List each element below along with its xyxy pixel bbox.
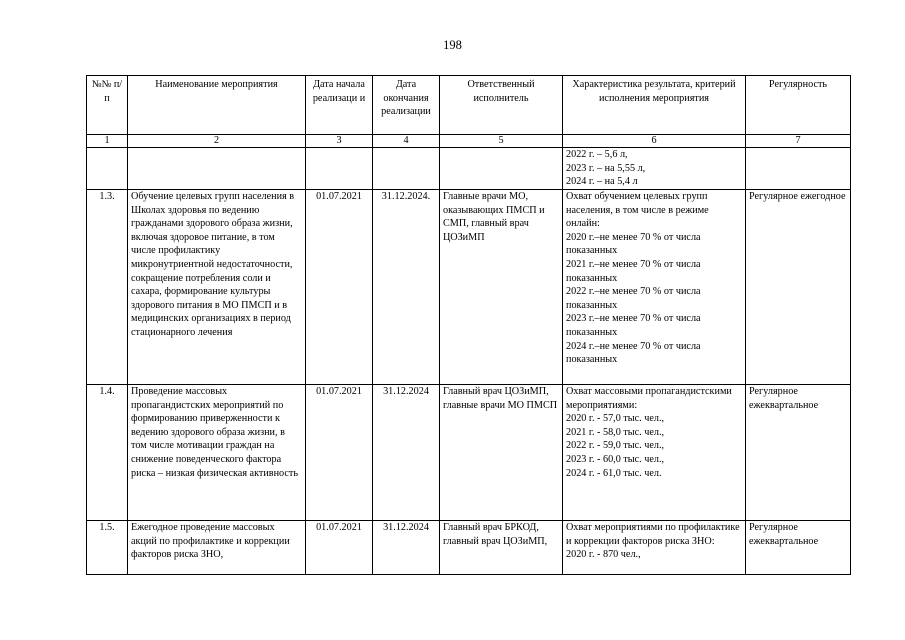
table-row: [87, 385, 851, 521]
header-responsible: Ответственный исполнитель: [440, 76, 563, 135]
result-line: 2022 г. – 5,6 л,: [566, 149, 628, 160]
table-header-row: [87, 76, 851, 135]
end-date: [373, 148, 440, 190]
page-number: 198: [443, 38, 462, 52]
result-line: 2024 г. – на 5,4 л: [566, 176, 638, 188]
result-line: 2024 г.–не менее 70 % от числа показанных: [566, 340, 701, 366]
result-line: 2022 г. - 59,0 тыс. чел.,: [566, 440, 665, 452]
result-criteria: [563, 385, 746, 521]
responsible: Главный врач ЦОЗиМП, главные врачи МО ПМСП: [440, 385, 563, 521]
result-line: 2021 г. - 58,0 тыс. чел.,: [566, 426, 665, 438]
column-number: 6: [563, 135, 746, 148]
column-number-row: [87, 135, 851, 148]
result-criteria: [563, 148, 746, 190]
row-number: [87, 148, 128, 190]
start-date: 01.07.2021: [306, 190, 373, 385]
header-number: №№ п/п: [87, 76, 128, 135]
start-date: 01.07.2021: [306, 385, 373, 521]
column-number: 2: [128, 135, 306, 148]
end-date: 31.12.2024.: [373, 190, 440, 385]
result-line: 2020 г. - 870 чел.,: [566, 549, 641, 561]
start-date: [306, 148, 373, 190]
result-criteria: [563, 521, 746, 575]
header-result: Характеристика результата, критерий исполнения мероприятия: [563, 76, 746, 135]
table-row: [87, 190, 851, 385]
header-regularity: Регулярность: [746, 76, 851, 135]
result-line: 2021 г.–не менее 70 % от числа показанных: [566, 258, 701, 284]
regularity: Регулярное ежеквартальное: [746, 385, 851, 521]
result-line: Охват массовыми пропагандистскими мероприятиями:: [566, 386, 732, 411]
result-line: 2020 г. - 57,0 тыс. чел.,: [566, 413, 665, 425]
column-number: 4: [373, 135, 440, 148]
column-number: 1: [87, 135, 128, 148]
result-criteria: [563, 190, 746, 385]
column-number: 3: [306, 135, 373, 148]
activity-name: Ежегодное проведение массовых акций по профилактике и коррекции факторов риска ЗНО,: [128, 521, 306, 575]
result-line: 2020 г.–не менее 70 % от числа показанных: [566, 231, 701, 257]
result-line: Охват обучением целевых групп населения, в том числе в режиме онлайн:: [566, 191, 709, 230]
row-number: 1.5.: [87, 521, 128, 575]
row-number: 1.3.: [87, 190, 128, 385]
result-line: 2023 г. - 60,0 тыс. чел.,: [566, 453, 665, 465]
end-date: 31.12.2024: [373, 521, 440, 575]
activity-name: Обучение целевых групп населения в Школах здоровья по ведению гражданами здорового образа жизни, включая здоровое питание, в том числе профилактику микронутриентной недостаточности, сокращение потребления соли и сахара, формирование культуры здорового питания в МО ПМСП и в медицинских организациях в период стационарного лечения: [128, 190, 306, 385]
regularity: Регулярное ежеквартальное: [746, 521, 851, 575]
activity-name: Проведение массовых пропагандистских мероприятий по формированию приверженности к ведению здорового образа жизни, в том числе мотивации граждан на снижение поведенческого фактора риска – низкая физическая активность: [128, 385, 306, 521]
responsible: Главные врачи МО, оказывающих ПМСП и СМП, главный врач ЦОЗиМП: [440, 190, 563, 385]
start-date: 01.07.2021: [306, 521, 373, 575]
result-line: 2023 г.–не менее 70 % от числа показанных: [566, 313, 701, 338]
responsible: [440, 148, 563, 190]
column-number: 5: [440, 135, 563, 148]
activities-table: [86, 75, 851, 575]
row-number: 1.4.: [87, 385, 128, 521]
column-number: 7: [746, 135, 851, 148]
header-start-date: Дата начала реализаци и: [306, 76, 373, 135]
result-line: 2023 г. – на 5,55 л,: [566, 162, 646, 174]
result-line: 2022 г.–не менее 70 % от числа показанных: [566, 286, 701, 311]
responsible: Главный врач БРКОД, главный врач ЦОЗиМП,: [440, 521, 563, 575]
header-end-date: Дата окончания реализации: [373, 76, 440, 135]
result-line: 2024 г. - 61,0 тыс. чел.: [566, 467, 662, 479]
header-activity-name: Наименование мероприятия: [128, 76, 306, 135]
result-line: Охват мероприятиями по профилактике и коррекции факторов риска ЗНО:: [566, 522, 740, 547]
regularity: [746, 148, 851, 190]
activity-name: [128, 148, 306, 190]
regularity: Регулярное ежегодное: [746, 190, 851, 385]
table-row: [87, 148, 851, 190]
end-date: 31.12.2024: [373, 385, 440, 521]
table-row: [87, 521, 851, 575]
